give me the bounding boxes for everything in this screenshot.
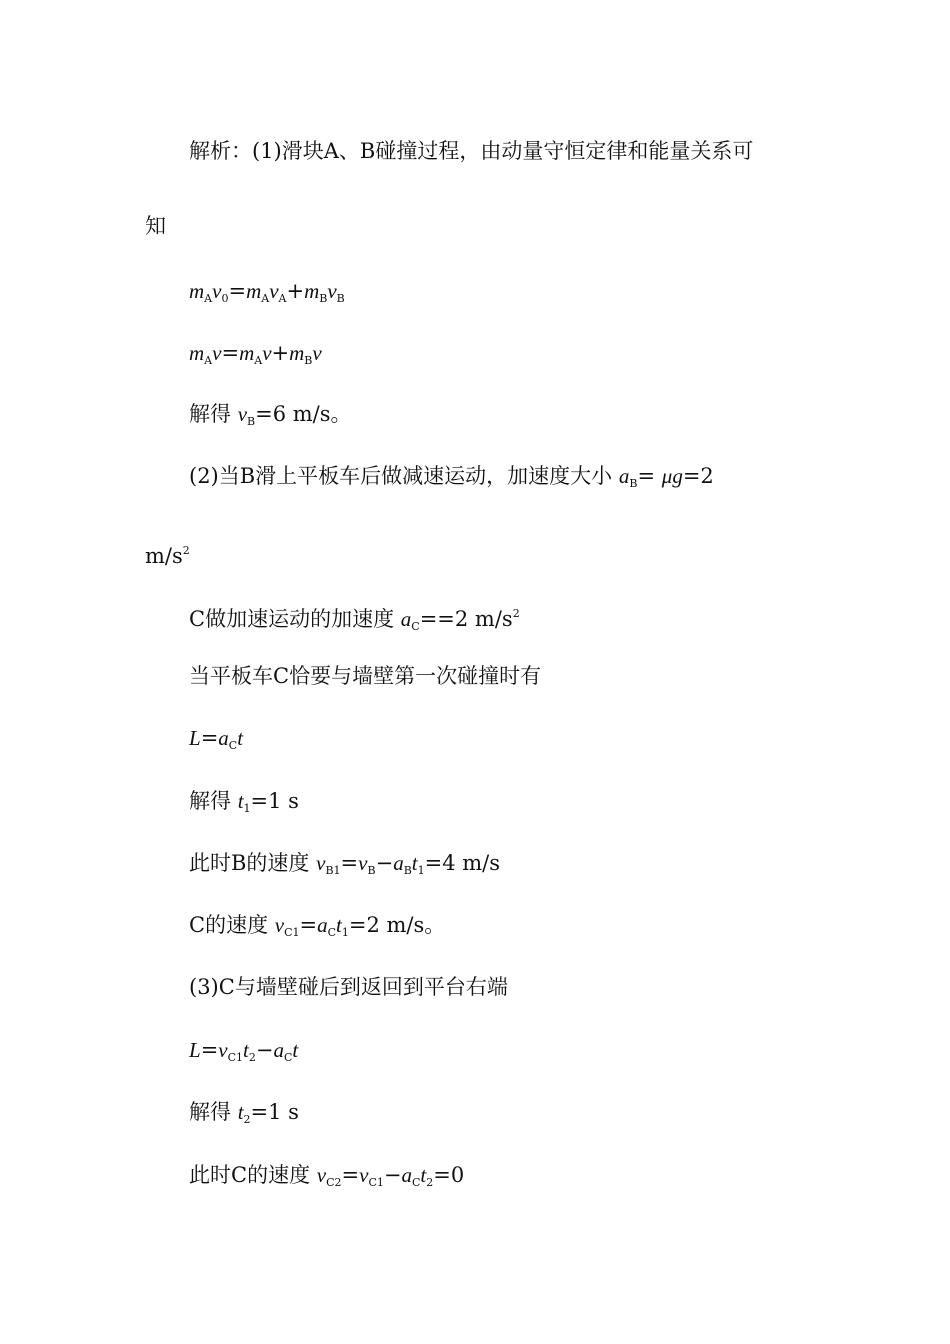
- symbol-m: m: [289, 341, 305, 365]
- symbol-v: v: [212, 279, 222, 303]
- subscript: B: [629, 477, 638, 490]
- symbol-g: g: [672, 464, 683, 488]
- text: C的速度: [189, 913, 269, 937]
- velocity-b1: [189, 848, 500, 878]
- symbol-v: v: [274, 913, 285, 937]
- symbol-v: v: [359, 1163, 369, 1187]
- text: 解析：(1)滑块A、B碰撞过程，由动量守恒定律和能量关系可: [189, 139, 754, 163]
- subscript: 1: [341, 926, 349, 939]
- subscript: 1: [417, 864, 425, 877]
- paragraph-continuation: [145, 211, 166, 241]
- subscript: B: [403, 864, 412, 877]
- subscript: 2: [248, 1051, 256, 1064]
- unit: s: [281, 1100, 299, 1124]
- subscript: B1: [325, 864, 341, 877]
- text: 解得: [189, 789, 231, 813]
- equals: =: [341, 1163, 360, 1187]
- paragraph-first-collision: [189, 661, 541, 691]
- subscript: C: [411, 1176, 421, 1189]
- subscript: A: [204, 292, 213, 305]
- paragraph-analysis-intro: [189, 136, 753, 166]
- minus: −: [255, 1038, 274, 1062]
- minus: −: [375, 851, 394, 875]
- symbol-v: v: [312, 341, 322, 365]
- text: 此时B的速度: [189, 851, 310, 875]
- text: =1: [250, 789, 282, 813]
- text: (3)C与墙壁碰后到返回到平台右端: [189, 975, 508, 999]
- subscript: C1: [227, 1051, 244, 1064]
- subscript: 0: [221, 292, 229, 305]
- subscript: C2: [326, 1176, 342, 1189]
- paragraph-part-3: [189, 972, 508, 1002]
- symbol-t: t: [237, 789, 244, 813]
- symbol-v: v: [316, 851, 326, 875]
- plus: +: [271, 341, 290, 365]
- text: 此时C的速度: [189, 1163, 311, 1187]
- subscript: B: [247, 415, 256, 428]
- symbol-mu: μ: [661, 464, 673, 488]
- symbol-t: t: [336, 913, 342, 937]
- symbol-a: a: [401, 1163, 412, 1187]
- symbol-a: a: [317, 913, 328, 937]
- symbol-a: a: [400, 607, 412, 631]
- result-t2: [189, 1097, 299, 1127]
- subscript: A: [278, 292, 287, 305]
- symbol-a: a: [618, 464, 630, 488]
- minus: −: [383, 1163, 402, 1187]
- symbol-v: v: [218, 1038, 228, 1062]
- subscript: C: [284, 1051, 293, 1064]
- symbol-v: v: [358, 851, 368, 875]
- equals: =: [637, 464, 656, 488]
- text: =2: [682, 464, 714, 488]
- subscript: A: [204, 354, 213, 367]
- symbol-a: a: [393, 851, 404, 875]
- symbol-t: t: [411, 851, 418, 875]
- subscript: A: [261, 292, 270, 305]
- symbol-t: t: [420, 1163, 427, 1187]
- subscript: 2: [243, 1113, 251, 1126]
- symbol-t: t: [292, 1038, 299, 1062]
- text: ==2 m/s: [419, 607, 513, 631]
- equation-energy: [189, 338, 322, 368]
- text: C做加速运动的加速度: [189, 607, 395, 631]
- symbol-v: v: [269, 279, 279, 303]
- result-t1: [189, 786, 299, 816]
- symbol-a: a: [218, 726, 229, 750]
- text: m/s: [145, 544, 183, 568]
- symbol-m: m: [304, 279, 320, 303]
- paragraph-part-2: [189, 461, 714, 491]
- text: =1: [250, 1100, 282, 1124]
- symbol-m: m: [189, 341, 205, 365]
- superscript: 2: [512, 607, 520, 620]
- subscript: B: [304, 354, 313, 367]
- symbol-m: m: [189, 279, 205, 303]
- paragraph-continuation-unit: [145, 536, 190, 566]
- symbol-v: v: [212, 341, 222, 365]
- equals: =: [200, 1038, 219, 1062]
- symbol-v: v: [327, 279, 337, 303]
- equals: =: [200, 726, 219, 750]
- subscript: A: [254, 354, 263, 367]
- text: 解得: [189, 1100, 231, 1124]
- unit: s: [281, 789, 299, 813]
- subscript: C: [327, 926, 337, 939]
- subscript: C1: [284, 926, 300, 939]
- symbol-L: L: [189, 726, 201, 750]
- subscript: C1: [368, 1176, 384, 1189]
- text: (2)当B滑上平板车后做减速运动，加速度大小: [189, 464, 613, 488]
- velocity-c1: [189, 910, 445, 940]
- plus: +: [286, 279, 305, 303]
- text: 知: [145, 214, 166, 238]
- subscript: C: [411, 620, 420, 633]
- symbol-t: t: [243, 1038, 249, 1062]
- velocity-c2: [189, 1160, 464, 1190]
- text: 当平板车C恰要与墙壁第一次碰撞时有: [189, 664, 542, 688]
- subscript: B: [367, 864, 376, 877]
- equals: =: [221, 341, 240, 365]
- symbol-L: L: [189, 1038, 201, 1062]
- symbol-v: v: [262, 341, 272, 365]
- symbol-t: t: [237, 726, 244, 750]
- equals: =: [228, 279, 247, 303]
- text: 解得: [189, 402, 231, 426]
- equals: =: [299, 913, 318, 937]
- subscript: B: [319, 292, 328, 305]
- equals: =: [340, 851, 359, 875]
- result-vB: [189, 399, 352, 429]
- subscript: B: [336, 292, 345, 305]
- equation-L-return: [189, 1035, 298, 1065]
- symbol-m: m: [246, 279, 262, 303]
- text: =4 m/s: [424, 851, 501, 875]
- text: =6 m/s。: [255, 402, 352, 426]
- symbol-v: v: [237, 402, 248, 426]
- text: =2 m/s。: [348, 913, 446, 937]
- subscript: 2: [426, 1176, 434, 1189]
- subscript: C: [228, 739, 238, 752]
- equation-L: [189, 723, 243, 753]
- symbol-v: v: [316, 1163, 327, 1187]
- superscript: 2: [182, 544, 190, 557]
- subscript: 1: [243, 802, 251, 815]
- symbol-a: a: [273, 1038, 284, 1062]
- symbol-m: m: [239, 341, 255, 365]
- acceleration-c: [189, 599, 520, 633]
- symbol-t: t: [237, 1100, 244, 1124]
- text: =0: [433, 1163, 465, 1187]
- equation-momentum: [189, 276, 345, 306]
